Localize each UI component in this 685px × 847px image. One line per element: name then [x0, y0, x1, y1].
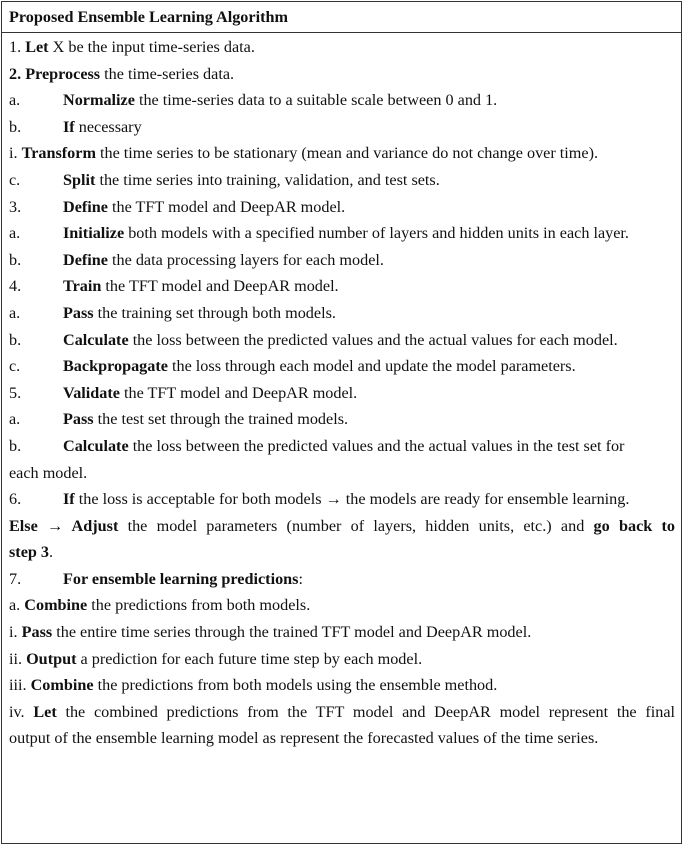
step-4b: b. Calculate the loss between the predicted values and the actual values for each model.: [9, 330, 618, 349]
step-5: 5. Validate the TFT model and DeepAR model.: [9, 383, 358, 402]
step-4: 4. Train the TFT model and DeepAR model.: [9, 277, 339, 296]
step-2b: b. If necessary: [9, 117, 142, 136]
step-7a: a. Combine the predictions from both models.: [9, 596, 311, 615]
step-5a: a. Pass the test set through the trained models.: [9, 410, 349, 429]
step-2a: a. Normalize the time-series data to a suitable scale between 0 and 1.: [9, 91, 498, 110]
step-7a-ii: ii. Output a prediction for each future time step by each model.: [9, 649, 423, 668]
step-7: 7. For ensemble learning predictions:: [9, 569, 303, 588]
step-4c: c. Backpropagate the loss through each model and update the model parameters.: [9, 357, 576, 376]
step-7a-i: i. Pass the entire time series through the trained TFT model and DeepAR model.: [9, 623, 532, 642]
algorithm-table: [1, 1, 682, 844]
step-7a-iii: iii. Combine the predictions from both models using the ensemble method.: [9, 676, 498, 695]
step-2c: c. Split the time series into training, validation, and test sets.: [9, 170, 440, 189]
step-2b-i: i. Transform the time series to be stationary (mean and variance do not change over time).: [9, 144, 599, 163]
step-6-else: Else → Adjust the model parameters (number of layers, hidden units, etc.) and go back to: [9, 516, 675, 535]
step-2: 2. Preprocess the time-series data.: [9, 64, 235, 83]
step-7a-iv-continued: output of the ensemble learning model as represent the forecasted values of the time series.: [9, 729, 599, 748]
step-6: 6. If the loss is acceptable for both models → the models are ready for ensemble learning.: [9, 490, 630, 509]
step-5b: b. Calculate the loss between the predicted values and the actual values in the test set for: [9, 436, 625, 455]
step-5b-continued: each model.: [9, 463, 88, 482]
step-6-else-continued: step 3.: [9, 543, 54, 562]
algorithm-body: [2, 33, 681, 752]
step-3b: b. Define the data processing layers for each model.: [9, 250, 384, 269]
step-3a: a. Initialize both models with a specified number of layers and hidden units in each layer.: [9, 224, 629, 243]
algorithm-title: Proposed Ensemble Learning Algorithm: [2, 2, 681, 33]
step-3: 3. Define the TFT model and DeepAR model.: [9, 197, 346, 216]
step-4a: a. Pass the training set through both models.: [9, 303, 336, 322]
step-7a-iv: iv. Let the combined predictions from the TFT model and DeepAR model represent the final: [9, 702, 676, 721]
step-1: 1. Let X be the input time-series data.: [9, 38, 255, 56]
